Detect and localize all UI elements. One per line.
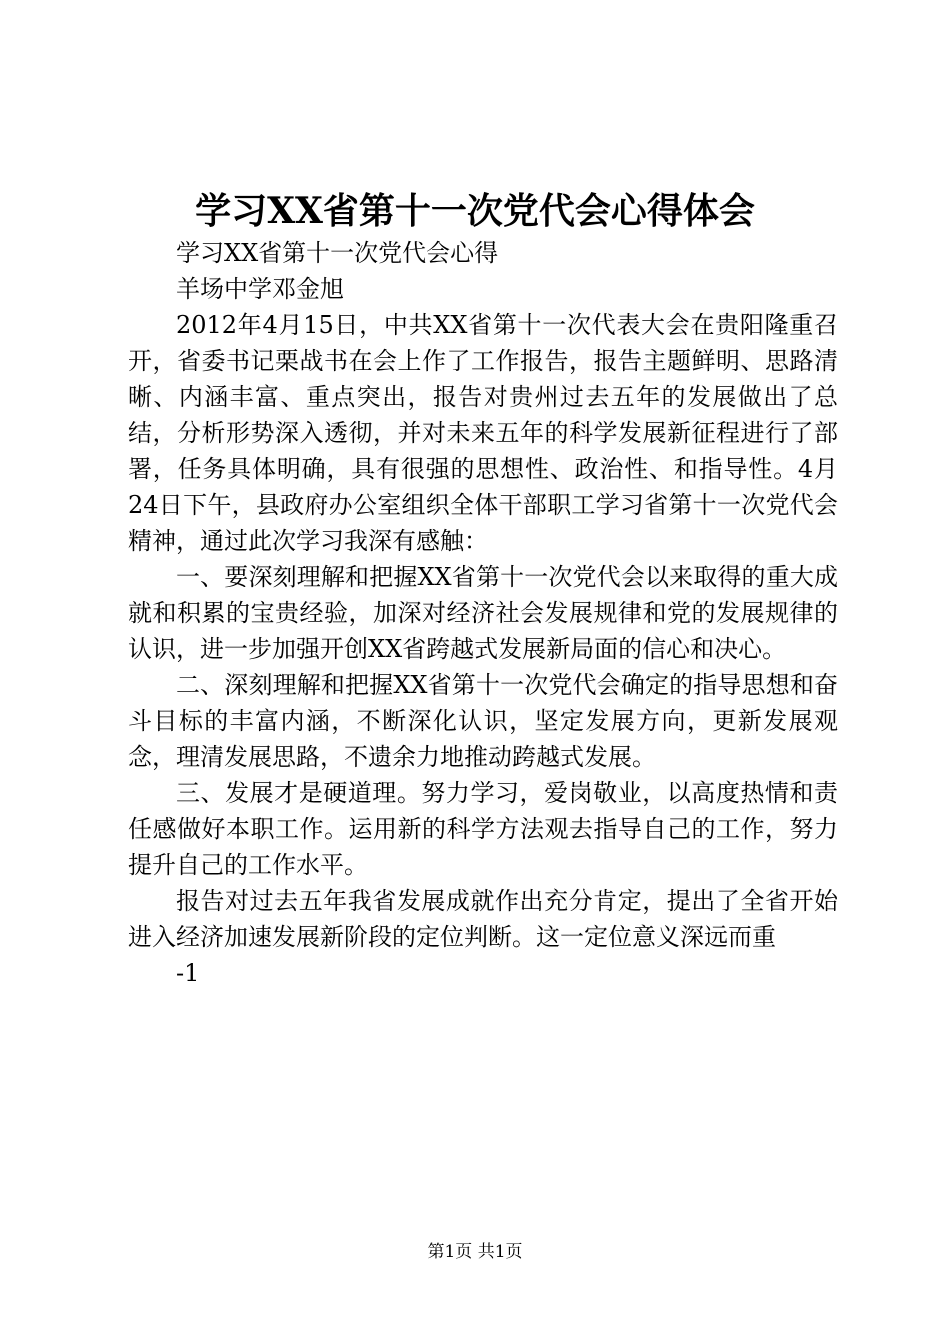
paragraph-3: 二、深刻理解和把握XX省第十一次党代会确定的指导思想和奋斗目标的丰富内涵，不断深化认识，坚定发展方向，更新发展观念，理清发展思路，不遗余力地推动跨越式发展。 [128,671,838,771]
page-footer: 第1页 共1页 [427,1242,523,1262]
page-marker: -1 [176,959,200,987]
paragraph-4: 三、发展才是硬道理。努力学习，爱岗敬业，以高度热情和责任感做好本职工作。运用新的科学方法观去指导自己的工作，努力提升自己的工作水平。 [128,779,838,879]
paragraph-5: 报告对过去五年我省发展成就作出充分肯定，提出了全省开始进入经济加速发展新阶段的定位判断。这一定位意义深远而重 [128,887,838,951]
document-title: 学习XX省第十一次党代会心得体会 [195,190,755,232]
paragraph-2: 一、要深刻理解和把握XX省第十一次党代会以来取得的重大成就和积累的宝贵经验，加深对经济社会发展规律和党的发展规律的认识，进一步加强开创XX省跨越式发展新局面的信心和决心。 [128,563,838,663]
paragraph-1: 2012年4月15日，中共XX省第十一次代表大会在贵阳隆重召开，省委书记栗战书在会上作了工作报告，报告主题鲜明、思路清晰、内涵丰富、重点突出，报告对贵州过去五年的发展做出了总结，分析形势深入透彻，并对未来五年的科学发展新征程进行了部署，任务具体明确，具有很强的思想性、政治性、和指导性。4月24日下午，县政府办公室组织全体干部职工学习省第十一次党代会精神，通过此次学习我深有感触： [128,311,838,555]
subtitle-line: 学习XX省第十一次党代会心得 [176,239,499,267]
author-line: 羊场中学邓金旭 [176,275,344,303]
document-body [128,235,838,991]
